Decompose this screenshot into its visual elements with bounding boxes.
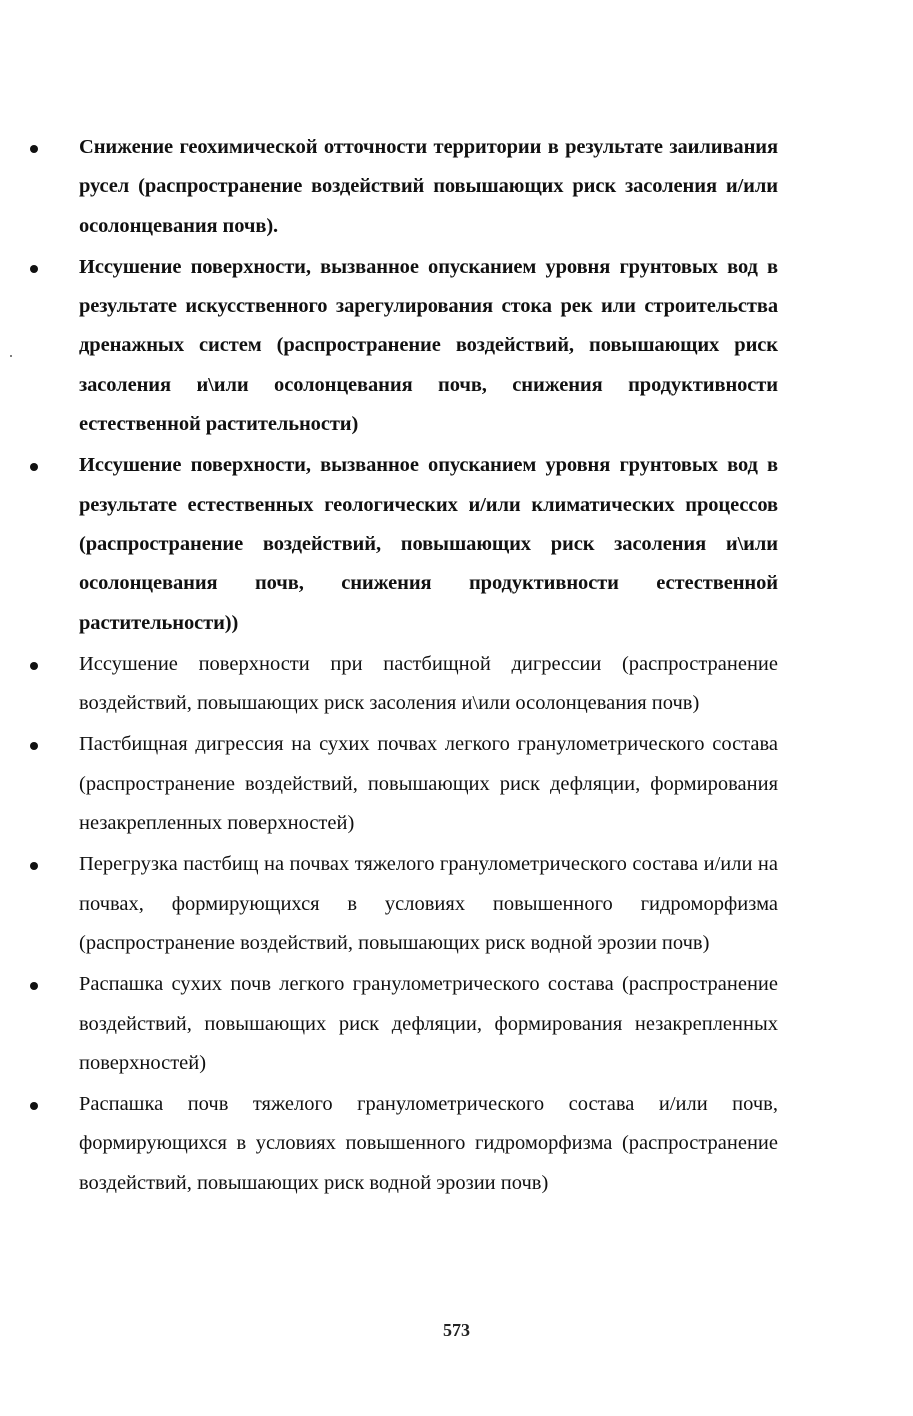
list-item-text: Пастбищная дигрессия на сухих почвах легкого гранулометрического состава (распространение воздействий, повышающих риск дефляции, формирования незакрепленных поверхностей) — [79, 733, 778, 835]
list-item-text: Распашка сухих почв легкого гранулометрического состава (распространение воздействий, повышающих риск дефляции, формирования незакрепленных поверхностей) — [79, 973, 778, 1074]
list-item — [26, 1085, 778, 1203]
bullet-icon — [30, 145, 38, 153]
bullet-icon — [30, 463, 38, 471]
list-item — [26, 128, 778, 246]
bullet-icon — [30, 1102, 38, 1110]
list-item-text: Иссушение поверхности при пастбищной дигрессии (распространение воздействий, повышающих риск засоления и\или осолонцевания почв) — [79, 652, 778, 715]
list-item — [26, 845, 778, 963]
list-item — [26, 965, 778, 1083]
bullet-icon — [30, 662, 38, 670]
list-item-text: Снижение геохимической отточности территории в результате заиливания русел (распространение воздействий повышающих риск засоления и/или осолонцевания почв). — [79, 136, 778, 237]
list-item — [26, 725, 778, 843]
bullet-icon — [30, 982, 38, 990]
list-item-text: Распашка почв тяжелого гранулометрического состава и/или почв, формирующихся в условиях повышенного гидроморфизма (распространение воздействий, повышающих риск водной эрозии почв) — [79, 1093, 778, 1194]
list-item-text: Иссушение поверхности, вызванное опусканием уровня грунтовых вод в результате естественных геологических и/или климатических процессов (распространение воздействий, повышающих риск засоления и\или осолонцевания почв, снижения продуктивности естественной растительности)) — [79, 454, 778, 634]
bullet-list — [26, 128, 778, 1205]
list-item — [26, 446, 778, 642]
bullet-icon — [30, 862, 38, 870]
scan-artifact — [10, 355, 12, 357]
page-number: 573 — [443, 1320, 470, 1340]
list-item-text: Перегрузка пастбищ на почвах тяжелого гранулометрического состава и/или на почвах, формирующихся в условиях повышенного гидроморфизма (распространение воздействий, повышающих риск водной эрозии почв) — [79, 853, 778, 954]
bullet-icon — [30, 742, 38, 750]
list-item-text: Иссушение поверхности, вызванное опусканием уровня грунтовых вод в результате искусственного зарегулирования стока рек или строительства дренажных систем (распространение воздействий, повышающих риск засоления и\или осолонцевания почв, снижения продуктивности естественной растительности) — [79, 255, 778, 436]
list-item — [26, 645, 778, 724]
bullet-icon — [30, 265, 38, 273]
list-item — [26, 248, 778, 444]
